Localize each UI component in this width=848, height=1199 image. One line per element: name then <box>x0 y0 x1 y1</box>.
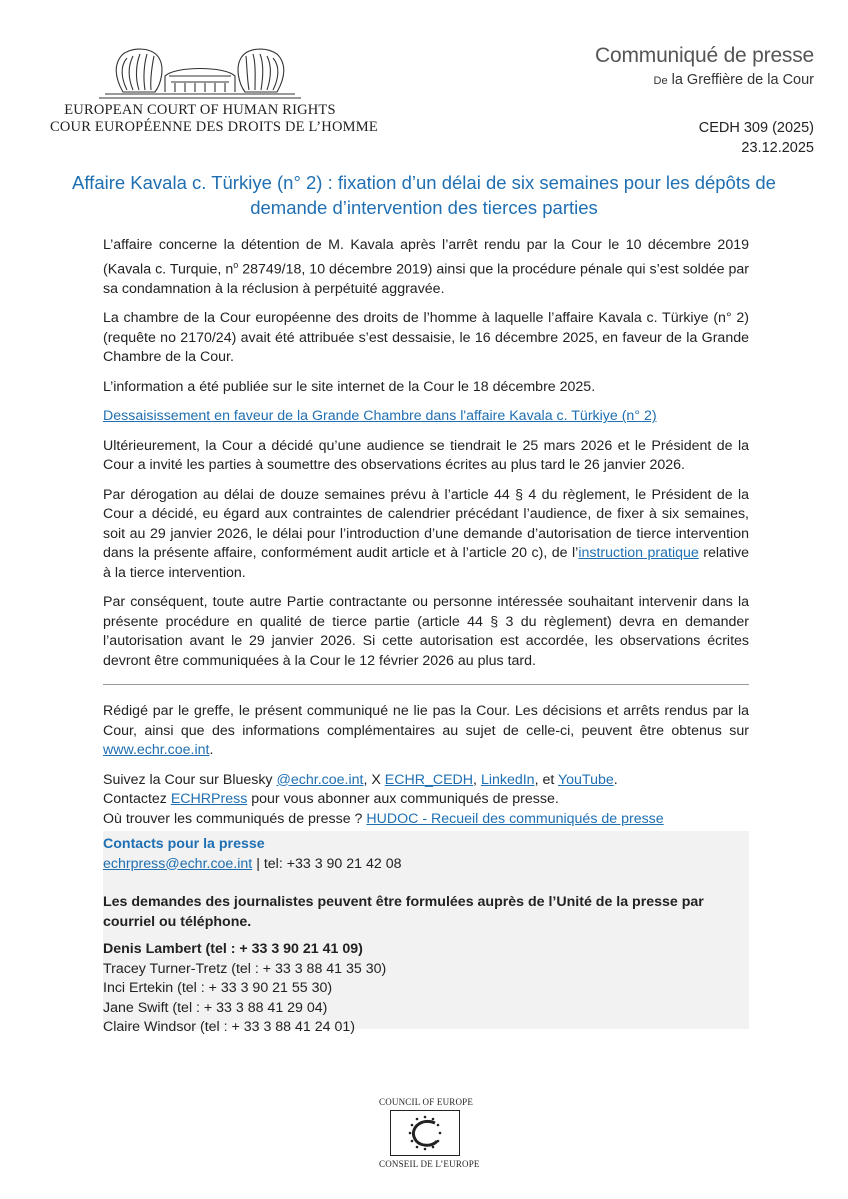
contact-person: Claire Windsor (tel : + 33 3 88 41 24 01) <box>103 1019 355 1035</box>
disclaimer-text: Rédigé par le greffe, le présent communiqué ne lie pas la Cour. Les décisions et arrêts rendus par la Cour, ainsi que des informations complémentaires au sujet de celle-ci, peuvent être obtenus sur <box>103 703 749 739</box>
subscribe-text: pour vous abonner aux communiqués de presse. <box>247 791 559 807</box>
practice-direction-link[interactable]: instruction pratique <box>578 545 699 562</box>
hudoc-line <box>103 810 749 830</box>
council-of-europe-logo <box>379 1097 480 1169</box>
paragraph: L’information a été publiée sur le site internet de la Cour le 18 décembre 2025. <box>103 378 596 395</box>
paragraph-text: 28749/18, 10 décembre 2019) ainsi que la procédure pénale qui s’est soldée par sa condamnation à la réclusion à perpétuité aggravée. <box>103 261 749 297</box>
contacts-title: Contacts pour la presse <box>103 836 265 852</box>
press-email-line <box>103 855 749 875</box>
social-text: Suivez la Cour sur Bluesky <box>103 771 277 788</box>
link-paragraph <box>103 407 749 427</box>
reference-date: 23.12.2025 <box>741 140 814 156</box>
punctuation: . <box>209 742 214 758</box>
contact-person: Inci Ertekin (tel : + 33 3 90 21 55 30) <box>103 980 333 996</box>
issuer-name: la Greffière de la Cour <box>667 72 814 88</box>
reference-block <box>699 118 814 158</box>
social-text: , X <box>363 771 385 788</box>
subscribe-line <box>103 790 749 810</box>
echrpress-link[interactable]: ECHRPress <box>170 791 248 807</box>
paragraph <box>103 486 749 584</box>
paragraph <box>103 236 749 299</box>
website-link[interactable]: www.echr.coe.int <box>103 742 210 758</box>
press-release-heading <box>595 44 814 88</box>
paragraph: Ultérieurement, la Cour a décidé qu’une audience se tiendrait le 25 mars 2026 et le Président de la Cour a invité les parties à soumettre des observations écrites au plus tard le 26 janvier 2026. <box>103 437 749 474</box>
paragraph-text: relative à la tierce intervention. <box>103 545 750 581</box>
paragraph: Par conséquent, toute autre Partie contractante ou personne intéressée souhaitant intervenir dans la présente procédure en qualité de tierce partie (article 44 § 3 du règlement) devra en demander l’autorisation avant le 29 janvier 2026. Si cette autorisation est accordée, les observations écrites devront être communiquées à la Cour le 12 février 2026 au plus tard. <box>103 594 749 669</box>
press-release-issuer <box>595 72 814 88</box>
coe-emblem <box>390 1110 460 1156</box>
relinquishment-link[interactable]: Dessaisissement en faveur de la Grande Chambre dans l'affaire Kavala c. Türkiye (n° 2) <box>103 408 657 425</box>
punctuation: . <box>613 771 618 788</box>
superscript: o <box>233 259 239 270</box>
contact-person: Jane Swift (tel : + 33 3 88 41 29 04) <box>103 999 328 1016</box>
coe-name-fr: CONSEIL DE L’EUROPE <box>379 1159 480 1169</box>
paragraph-text: Par dérogation au délai de douze semaines prévu à l’article 44 § 4 du règlement, le Président de la Cour a décidé, eu égard aux contraintes de calendrier précédant l’audience, de fixer à six semaines, soit au 29 janvier 2026, le délai pour l’introduction d’une demande d’autorisation de tierce intervention dans la présente affaire, conformément audit article et à l’article 20 c), de l’ <box>103 486 749 562</box>
article-body <box>103 236 749 681</box>
contact-person: Tracey Turner-Tretz (tel : + 33 3 88 41 35 30) <box>103 960 387 977</box>
hudoc-link[interactable]: HUDOC - Recueil des communiqués de presse <box>366 810 664 827</box>
disclaimer <box>103 702 749 761</box>
x-link[interactable]: ECHR_CEDH <box>384 771 474 788</box>
youtube-link[interactable]: YouTube <box>557 771 614 788</box>
journalist-note: Les demandes des journalistes peuvent être formulées auprès de l’Unité de la presse par courriel ou téléphone. <box>103 894 704 930</box>
court-building-icon <box>75 42 325 102</box>
hudoc-text: Où trouver les communiqués de presse ? <box>103 810 367 827</box>
social-line <box>103 771 749 791</box>
press-email-link[interactable]: echrpress@echr.coe.int <box>103 855 253 872</box>
court-logo <box>50 42 378 136</box>
paragraph: La chambre de la Cour européenne des droits de l’homme à laquelle l’affaire Kavala c. Türkiye (n° 2) (requête no 2170/24) avait été attribuée s’est dessaisie, le 16 décembre 2025, en faveur de la Grande Chambre de la Cour. <box>103 310 749 366</box>
linkedin-link[interactable]: LinkedIn <box>480 771 535 788</box>
social-text: , et <box>534 771 558 788</box>
paragraph-text: L’affaire concerne la détention de M. Kavala après l’arrêt rendu par la Cour le 10 décembre 2019 (Kavala c. Turquie, n <box>103 237 749 278</box>
divider <box>103 684 749 685</box>
press-release-title: Communiqué de presse <box>595 44 814 67</box>
footer-info <box>103 702 749 829</box>
reference-number: CEDH 309 (2025) <box>698 120 814 136</box>
headline: Affaire Kavala c. Türkiye (n° 2) : fixation d’un délai de six semaines pour les dépôts de demande d’intervention des tierces parties <box>72 172 776 218</box>
contact-person: Denis Lambert (tel : + 33 3 90 21 41 09) <box>103 941 363 957</box>
press-contacts-box <box>103 831 749 1035</box>
logo-text-en: EUROPEAN COURT OF HUMAN RIGHTS <box>64 102 336 118</box>
logo-text-fr: COUR EUROPÉENNE DES DROITS DE L’HOMME <box>50 119 378 135</box>
issuer-prefix: De <box>653 75 668 87</box>
coe-name-en: COUNCIL OF EUROPE <box>379 1097 474 1107</box>
subscribe-text: Contactez <box>103 791 171 807</box>
bluesky-link[interactable]: @echr.coe.int <box>276 771 364 788</box>
coe-circle-stars-icon <box>391 1111 459 1155</box>
press-phone: | tel: +33 3 90 21 42 08 <box>252 855 402 872</box>
punctuation: , <box>473 771 481 788</box>
